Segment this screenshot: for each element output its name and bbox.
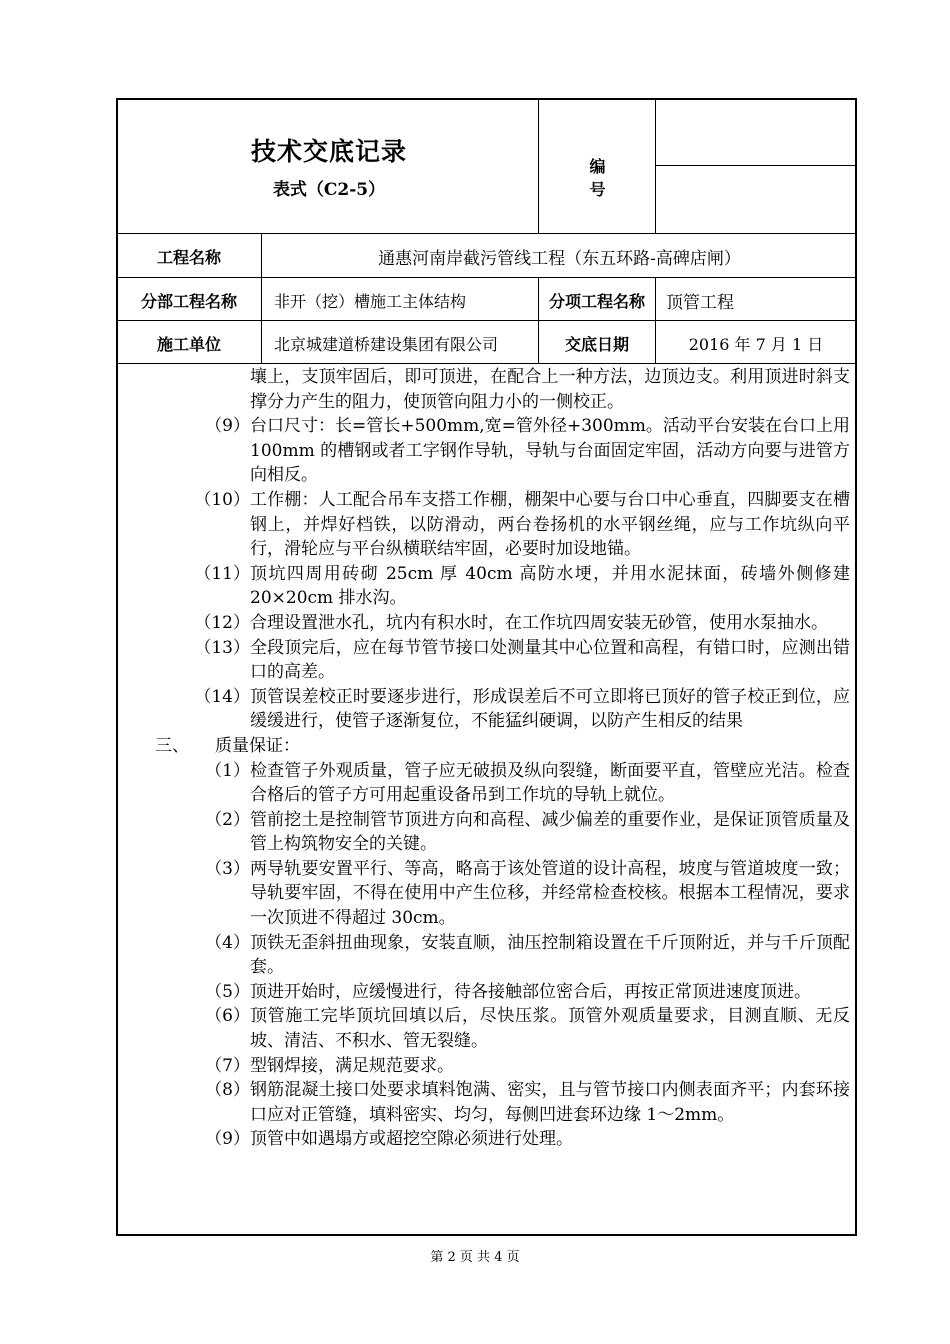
item-text: 钢筋混凝土接口处要求填料饱满、密实，且与管节接口内侧表面齐平；内套环接口应对正管缝，填料密实、均匀，每侧凹进套环边缘 1～2mm。 xyxy=(250,1080,850,1125)
item-number: （5） xyxy=(205,981,250,1002)
list-item xyxy=(117,636,855,685)
list-item xyxy=(117,685,855,734)
item-text: 顶管误差校正时要逐步进行，形成误差后不可立即将已顶好的管子校正到位，应缓缓进行，使管子逐渐复位，不能猛纠硬调，以防产生相反的结果 xyxy=(250,686,850,732)
section-title: 质量保证： xyxy=(215,735,300,756)
item-number: （10） xyxy=(194,489,250,510)
item-number: （11） xyxy=(194,563,250,584)
item-text: 台口尺寸：长=管长+500mm,宽=管外径+300mm。活动平台安装在台口上用 100mm 的槽钢或者工字钢作导轨，导轨与台面固定牢固，活动方向要与进管方向相反。 xyxy=(250,416,850,486)
date-value: 2016 年 7 月 1 日 xyxy=(688,335,824,354)
item-number: （9） xyxy=(205,416,250,437)
item-number: （3） xyxy=(205,858,250,879)
list-item xyxy=(117,1054,855,1079)
sub-project-value: 非开（挖）槽施工主体结构 xyxy=(274,292,467,311)
date-label: 交底日期 xyxy=(564,335,629,354)
construction-items-list xyxy=(117,414,855,734)
list-item xyxy=(117,759,855,808)
item-text: 检查管子外观质量，管子应无破损及纵向裂缝，断面要平直，管壁应光洁。检查合格后的管子方可用起重设备吊到工作坑的导轨上就位。 xyxy=(250,760,850,806)
item-number: （1） xyxy=(205,760,250,781)
divider xyxy=(538,98,539,233)
item-project-label: 分项工程名称 xyxy=(548,292,645,311)
item-project-value: 顶管工程 xyxy=(666,293,734,313)
item-text: 顶坑四周用砖砌 25cm 厚 40cm 高防水埂，并用水泥抹面，砖墙外侧修建 20×20cm 排水沟。 xyxy=(250,563,850,609)
list-item xyxy=(117,808,855,857)
content-body xyxy=(117,365,855,1152)
item-text: 全段顶完后，应在每节管节接口处测量其中心位置和高程，有错口时，应测出错口的高差。 xyxy=(250,637,850,683)
list-item xyxy=(117,980,855,1005)
list-item xyxy=(117,414,855,488)
list-item xyxy=(117,488,855,562)
item-number: （14） xyxy=(194,686,250,707)
page-footer: 第 2 页 共 4 页 xyxy=(430,1250,520,1265)
item-number: （7） xyxy=(205,1055,250,1076)
contractor-value: 北京城建道桥建设集团有限公司 xyxy=(274,335,499,354)
item-number: （12） xyxy=(194,612,250,633)
item-text: 顶进开始时，应缓慢进行，待各接触部位密合后，再按正常顶进速度顶进。 xyxy=(250,981,811,1002)
list-item xyxy=(117,1127,855,1152)
list-item xyxy=(117,857,855,931)
divider xyxy=(116,233,857,234)
divider xyxy=(655,165,857,166)
document-title: 技术交底记录 xyxy=(250,137,407,166)
item-number: （8） xyxy=(205,1080,250,1101)
item-text: 顶管中如遇塌方或超挖空隙必须进行处理。 xyxy=(250,1129,573,1150)
item-text: 型钢焊接，满足规范要求。 xyxy=(250,1055,454,1076)
item-text: 两导轨要安置平行、等高，略高于该处管道的设计高程，坡度与管道坡度一致；导轨要牢固，不得在使用中产生位移，并经常检查校核。根据本工程情况，要求一次顶进不得超过 30cm。 xyxy=(250,858,850,929)
item-text: 管前挖土是控制管节顶进方向和高程、减少偏差的重要作业，是保证顶管质量及管上构筑物安全的关键。 xyxy=(250,809,850,855)
section-heading xyxy=(117,734,855,759)
list-item xyxy=(117,611,855,636)
sub-project-label: 分部工程名称 xyxy=(140,292,237,311)
divider xyxy=(116,277,857,278)
number-label: 编 号 xyxy=(589,157,658,199)
divider xyxy=(116,363,857,364)
contractor-label: 施工单位 xyxy=(156,335,221,354)
list-item xyxy=(117,931,855,980)
item-number: （9） xyxy=(205,1129,250,1150)
item-text: 顶管施工完毕顶坑回填以后，尽快压浆。顶管外观质量要求，目测直顺、无反坡、清洁、不积水、管无裂缝。 xyxy=(250,1006,850,1052)
item-number: （13） xyxy=(194,637,250,658)
divider xyxy=(116,320,857,321)
item-text: 工作棚：人工配合吊车支搭工作棚，棚架中心要与台口中心垂直，四脚要支在槽钢上，并焊好档铁，以防滑动，两台卷扬机的水平钢丝绳，应与工作坑纵向平行，滑轮应与平台纵横联结牢固，必要时加设地锚。 xyxy=(250,489,850,560)
list-item xyxy=(117,1004,855,1053)
item-number: （2） xyxy=(205,809,250,830)
item-number: （4） xyxy=(205,932,250,953)
project-name-label: 工程名称 xyxy=(156,248,221,267)
project-name-value: 通惠河南岸截污管线工程（东五环路-高碑店闸） xyxy=(378,249,741,269)
list-item xyxy=(117,1078,855,1127)
continuation-paragraph: 壤上，支顶牢固后，即可顶进，在配合上一种方法，边顶边支。利用顶进时斜支撑分力产生的阻力，使顶管向阻力小的一侧校正。 xyxy=(250,367,850,412)
form-code: 表式（C2-5） xyxy=(272,180,386,200)
item-text: 顶铁无歪斜扭曲现象，安装直顺，油压控制箱设置在千斤顶附近，并与千斤顶配套。 xyxy=(250,932,850,978)
item-text: 合理设置泄水孔，坑内有积水时，在工作坑四周安装无砂管，使用水泵抽水。 xyxy=(250,612,828,633)
item-number: （6） xyxy=(205,1006,250,1027)
quality-items-list xyxy=(117,759,855,1153)
section-number: 三、 xyxy=(155,735,189,756)
list-item xyxy=(117,562,855,611)
